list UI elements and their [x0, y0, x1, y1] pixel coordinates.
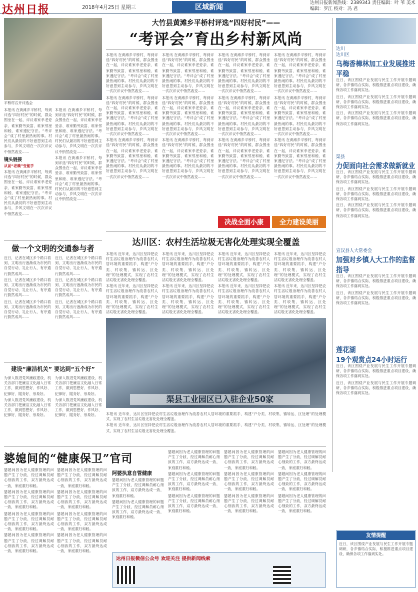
left-story-body	[4, 376, 51, 444]
bottom-body-text: 婆媳间因为老人健康管理的问题产生了分歧，经过调解员耐心细致的工作，双方最终达成一致，家庭重归和睦。	[224, 450, 274, 470]
second-col-1	[106, 252, 158, 314]
lead-headline: “考评会”育出乡村新风尚	[129, 30, 303, 48]
lead-col-5	[218, 53, 270, 213]
masthead	[0, 0, 418, 14]
right-item-title: 宣汉县人大常委会	[336, 249, 372, 254]
bottom-col-3	[112, 478, 164, 548]
bottom-body-text: 婆媳间因为老人健康管理的问题产生了分歧，经过调解员耐心细致的工作，双方最终达成一致，家庭重归和睦。	[278, 471, 326, 492]
right-item-headline: 加强对乡镇人大工作的监督指导	[336, 256, 416, 274]
right-body-text: 近日，该区围绕产业发展与民生工作开展专题调研，各乡镇结合实际，积极推进重点项目建设，确保各项工作落到实处。	[336, 203, 416, 218]
second-body-text: 本报讯 近年来，达川区坚持把农村生活垃圾治理作为改善农村人居环境的重要抓手，构建“户分类、村收集、镇转运、区处理”的处理模式，实现了农村生活垃圾无害化处理全覆盖。	[274, 284, 326, 314]
left-story-title: 做一个文明的交通参与者	[11, 244, 95, 253]
bottom-body-text: 婆媳间因为老人健康管理的问题产生了分歧，经过调解员耐心细致的工作，双方最终达成一致，家庭重归和睦。	[57, 533, 107, 554]
divider	[106, 49, 326, 50]
lead-body-text: 本报讯 在黄滩乡平桥村，每到评选“四好村民”的时候，群众围坐在一起，评议谁家孝老爱亲、谁家勤劳致富、谁家邻里和睦、谁家遵纪守法。“考评会”成了村里最热闹的事。村民们从最初的不好意思到主动参与，乡风文明在一次次评议中悄然改变……	[274, 95, 326, 137]
bottom-col-6	[278, 450, 326, 548]
bottom-body-text: 婆媳间因为老人健康管理的问题产生了分歧，经过调解员耐心细致的工作，双方最终达成一致，家庭重归和睦。	[278, 450, 326, 470]
second-body-text: 本报讯 近年来，达川区坚持把农村生活垃圾治理作为改善农村人居环境的重要抓手，构建“户分类、村收集、镇转运、区处理”的处理模式，实现了农村生活垃圾无害化处理全覆盖。	[162, 252, 214, 283]
right-item-title: 莲花湖	[336, 346, 356, 354]
bottom-body-text: 婆媳间因为老人健康管理的问题产生了分歧，经过调解员耐心细致的工作，双方最终达成一致，家庭重归和睦。	[4, 489, 54, 510]
bottom-body-text: 婆媳间因为老人健康管理的问题产生了分歧，经过调解员耐心细致的工作，双方最终达成一致，家庭重归和睦。	[4, 468, 54, 488]
divider	[4, 362, 102, 363]
right-body-text: 近日，该区围绕产业发展与民生工作开展专题调研，各乡镇结合实际，积极推进重点项目建设，确保各项工作落到实处。	[336, 290, 416, 306]
bottom-body-text: 婆媳间因为老人健康管理的问题产生了分歧，经过调解员耐心细致的工作，双方最终达成一致，家庭重归和睦。	[57, 489, 107, 510]
right-body-text: 近日，该区围绕产业发展与民生工作开展专题调研，各乡镇结合实际，积极推进重点项目建设，确保各项工作落到实处。	[336, 274, 416, 289]
left-story-text: 近日，记者在城区多个路口看到，文明出行逐渐成为市民的自觉行动，礼让行人、有序通行蔚然成风……	[4, 299, 51, 320]
lead-body-text: 本报讯 在黄滩乡平桥村，每到评选“四好村民”的时候，群众围坐在一起，评议谁家孝老爱亲、谁家勤劳致富、谁家邻里和睦、谁家遵纪守法。“考评会”成了村里最热闹的事。村民们从最初的不好意思到主动参与，乡风文明在一次次评议中悄然改变……	[162, 138, 214, 179]
right-body-text: 近日，该区围绕产业发展与民生工作开展专题调研，各乡镇结合实际，积极推进重点项目建设，确保各项工作落到实处。	[336, 170, 416, 185]
lead-col-subhead: 从前“老赖”变能手	[4, 163, 34, 168]
newspaper-logo: 达州日报	[2, 3, 50, 16]
second-body-text: 本报讯 近年来，达川区坚持把农村生活垃圾治理作为改善农村人居环境的重要抓手，构建“户分类、村收集、镇转运、区处理”的处理模式，实现了农村生活垃圾无害化处理全覆盖。	[106, 412, 326, 422]
lead-body-text: 本报讯 在黄滩乡平桥村，每到评选“四好村民”的时候，群众围坐在一起，评议谁家孝老爱亲、谁家勤劳致富、谁家邻里和睦、谁家遵纪守法。“考评会”成了村里最热闹的事。村民们从最初的不好意思到主动参与，乡风文明在一次次评议中悄然改变……	[218, 138, 270, 179]
second-headline: 达川区：农村生活垃圾无害化处理实现全覆盖	[132, 237, 300, 247]
left-story-body	[4, 256, 51, 358]
lead-col-4	[162, 53, 214, 213]
bottom-subhead: 阿婆执意自管健康	[112, 471, 153, 477]
left-story-text: 近日，记者在城区多个路口看到，文明出行逐渐成为市民的自觉行动，礼让行人、有序通行蔚然成风……	[55, 256, 102, 276]
lead-photo	[4, 18, 102, 100]
left-story-text: 为深入推进党风廉政建设，机关各部门把廉洁文化融入日常工作，做到思想好、作风好、纪律好、服务好、形象好。	[55, 397, 102, 418]
ad-text: 达州日报微信公众号 欢迎关注 提供新闻线索	[116, 557, 211, 562]
bottom-body-text: 婆媳间因为老人健康管理的问题产生了分歧，经过调解员耐心细致的工作，双方最终达成一致，家庭重归和睦。	[168, 493, 220, 514]
lead-col-1	[4, 108, 52, 238]
lead-body-text: 本报讯 在黄滩乡平桥村，每到评选“四好村民”的时候，群众围坐在一起，评议谁家孝老爱亲、谁家勤劳致富、谁家邻里和睦、谁家遵纪守法。“考评会”成了村里最热闹的事。村民们从最初的不好意思到主动参与，乡风文明在一次次评议中悄然改变……	[106, 95, 158, 137]
left-story-body	[55, 256, 102, 358]
second-col-2	[162, 252, 214, 314]
second-body-text: 本报讯 近年来，达川区坚持把农村生活垃圾治理作为改善农村人居环境的重要抓手，构建“户分类、村收集、镇转运、区处理”的处理模式，实现了农村生活垃圾无害化处理全覆盖。	[162, 284, 214, 314]
right-ad-title: 友情提醒	[337, 531, 415, 540]
divider	[4, 240, 102, 241]
second-body-text: 本报讯 近年来，达川区坚持把农村生活垃圾治理作为改善农村人居环境的重要抓手，构建“户分类、村收集、镇转运、区处理”的处理模式，实现了农村生活垃圾无害化处理全覆盖。	[218, 252, 270, 283]
lead-body-text: 本报讯 在黄滩乡平桥村，每到评选“四好村民”的时候，群众围坐在一起，评议谁家孝老爱亲、谁家勤劳致富、谁家邻里和睦、谁家遵纪守法。“考评会”成了村里最热闹的事。村民们从最初的不好意思到主动参与，乡风文明在一次次评议中悄然改变……	[274, 53, 326, 94]
second-body-text: 本报讯 近年来，达川区坚持把农村生活垃圾治理作为改善农村人居环境的重要抓手，构建“户分类、村收集、镇转运、区处理”的处理模式，实现了农村生活垃圾无害化处理全覆盖。	[218, 284, 270, 314]
lead-body-text: 本报讯 在黄滩乡平桥村，每到评选“四好村民”的时候，群众围坐在一起，评议谁家孝老爱亲、谁家勤劳致富、谁家邻里和睦、谁家遵纪守法。“考评会”成了村里最热闹的事。村民们从最初的不好意思到主动参与，乡风文明在一次次评议中悄然改变……	[4, 170, 52, 216]
bottom-body-text: 婆媳间因为老人健康管理的问题产生了分歧，经过调解员耐心细致的工作，双方最终达成一致，家庭重归和睦。	[112, 478, 164, 498]
lead-col-6	[274, 53, 326, 213]
bottom-body-text: 婆媳间因为老人健康管理的问题产生了分歧，经过调解员耐心细致的工作，双方最终达成一致，家庭重归和睦。	[224, 493, 274, 514]
left-story-body	[55, 376, 102, 444]
lead-body-text: 本报讯 在黄滩乡平桥村，每到评选“四好村民”的时候，群众围坐在一起，评议谁家孝老爱亲、谁家勤劳致富、谁家邻里和睦、谁家遵纪守法。“考评会”成了村里最热闹的事。村民们从最初的不好意思到主动参与，乡风文明在一次次评议中悄然改变……	[106, 53, 158, 94]
lead-body-text: 本报讯 在黄滩乡平桥村，每到评选“四好村民”的时候，群众围坐在一起，评议谁家孝老爱亲、谁家勤劳致富、谁家邻里和睦、谁家遵纪守法。“考评会”成了村里最热闹的事。村民们从最初的不好意思到主动参与，乡风文明在一次次评议中悄然改变……	[162, 95, 214, 137]
lead-col-3	[106, 53, 158, 213]
bottom-body-text: 婆媳间因为老人健康管理的问题产生了分歧，经过调解员耐心细致的工作，双方最终达成一致，家庭重归和睦。	[278, 493, 326, 514]
second-body-text: 本报讯 近年来，达川区坚持把农村生活垃圾治理作为改善农村人居环境的重要抓手，构建“户分类、村收集、镇转运、区处理”的处理模式，实现了农村生活垃圾无害化处理全覆盖。	[274, 252, 326, 283]
campaign-banner-right: 全力建设美丽	[272, 216, 326, 228]
second-body-text: 本报讯 近年来，达川区坚持把农村生活垃圾治理作为改善农村人居环境的重要抓手，构建“户分类、村收集、镇转运、区处理”的处理模式，实现了农村生活垃圾无害化处理全覆盖。	[106, 423, 326, 433]
right-body-text: 近日，该区围绕产业发展与民生工作开展专题调研，各乡镇结合实际，积极推进重点项目建设，确保各项工作落到实处。	[336, 380, 416, 396]
bottom-body-text: 婆媳间因为老人健康管理的问题产生了分歧，经过调解员耐心细致的工作，双方最终达成一致，家庭重归和睦。	[4, 511, 54, 532]
right-item-title: 达川区	[336, 53, 350, 58]
bottom-body-text: 婆媳间因为老人健康管理的问题产生了分歧，经过调解员耐心细致的工作，双方最终达成一致，家庭重归和睦。	[4, 533, 54, 554]
lead-body-text: 本报讯 在黄滩乡平桥村，每到评选“四好村民”的时候，群众围坐在一起，评议谁家孝老爱亲、谁家勤劳致富、谁家邻里和睦、谁家遵纪守法。“考评会”成了村里最热闹的事。村民们从最初的不好意思到主动参与，乡风文明在一次次评议中悄然改变……	[162, 53, 214, 94]
second-body-text: 本报讯 近年来，达川区坚持把农村生活垃圾治理作为改善农村人居环境的重要抓手，构建“户分类、村收集、镇转运、区处理”的处理模式，实现了农村生活垃圾无害化处理全覆盖。	[106, 284, 158, 314]
left-story-text: 近日，记者在城区多个路口看到，文明出行逐渐成为市民的自觉行动，礼让行人、有序通行蔚然成风……	[55, 277, 102, 298]
qr-code-icon	[117, 566, 135, 584]
right-body-text: 近日，该区围绕产业发展与民生工作开展专题调研，各乡镇结合实际，积极推进重点项目建设，确保各项工作落到实处。	[336, 364, 416, 379]
right-item-headline: 乌梅香樟林加工业发展推进平稳	[336, 60, 416, 78]
lead-kicker: 大竹县黄滩乡平桥村评选“四好村民”——	[151, 19, 281, 27]
left-story-title: 建设“廉洁机关” 要达到“五个好”	[11, 367, 95, 373]
left-story-text: 近日，记者在城区多个路口看到，文明出行逐渐成为市民的自觉行动，礼让行人、有序通行蔚然成风……	[55, 299, 102, 320]
right-ad-box	[336, 530, 416, 588]
divider	[4, 446, 326, 447]
right-body-text: 近日，该区围绕产业发展与民生工作开展专题调研，各乡镇结合实际，积极推进重点项目建设，确保各项工作落到实处。	[336, 111, 416, 126]
lead-body-text: 本报讯 在黄滩乡平桥村，每到评选“四好村民”的时候，群众围坐在一起，评议谁家孝老爱亲、谁家勤劳致富、谁家邻里和睦、谁家遵纪守法。“考评会”成了村里最热闹的事。村民们从最初的不好意思到主动参与，乡风文明在一次次评议中悄然改变……	[274, 138, 326, 179]
lead-body-text: 本报讯 在黄滩乡平桥村，每到评选“四好村民”的时候，群众围坐在一起，评议谁家孝老爱亲、谁家勤劳致富、谁家邻里和睦、谁家遵纪守法。“考评会”成了村里最热闹的事。村民们从最初的不好意思到主动参与，乡风文明在一次次评议中悄然改变……	[218, 95, 270, 137]
right-header-image	[336, 18, 416, 44]
left-story-text: 为深入推进党风廉政建设，机关各部门把廉洁文化融入日常工作，做到思想好、作风好、纪律好、服务好、形象好。	[4, 397, 51, 418]
right-item-body	[336, 364, 416, 424]
right-body-text: 近日，该区围绕产业发展与民生工作开展专题调研，各乡镇结合实际，积极推进重点项目建设，确保各项工作落到实处。	[336, 94, 416, 110]
right-box-label: 达川	[336, 47, 345, 52]
bottom-body-text: 婆媳间因为老人健康管理的问题产生了分歧，经过调解员耐心细致的工作，双方最终达成一致，家庭重归和睦。	[112, 499, 164, 520]
second-col-4	[274, 252, 326, 314]
lead-body-text: 本报讯 在黄滩乡平桥村，每到评选“四好村民”的时候，群众围坐在一起，评议谁家孝老爱亲、谁家勤劳致富、谁家邻里和睦、谁家遵纪守法。“考评会”成了村里最热闹的事。村民们从最初的不好意思到主动参与，乡风文明在一次次评议中悄然改变……	[55, 108, 102, 154]
lead-body-text: 本报讯 在黄滩乡平桥村，每到评选“四好村民”的时候，群众围坐在一起，评议谁家孝老爱亲、谁家勤劳致富、谁家邻里和睦、谁家遵纪守法。“考评会”成了村里最热闹的事。村民们从最初的不好意思到主动参与，乡风文明在一次次评议中悄然改变……	[218, 53, 270, 94]
right-ad-body	[337, 540, 415, 586]
lead-body-text: 本报讯 在黄滩乡平桥村，每到评选“四好村民”的时候，群众围坐在一起，评议谁家孝老爱亲、谁家勤劳致富、谁家邻里和睦、谁家遵纪守法。“考评会”成了村里最热闹的事。村民们从最初的不好意思到主动参与，乡风文明在一次次评议中悄然改变……	[4, 108, 52, 154]
bottom-headline: 婆媳间的“健康保卫”官司	[4, 452, 133, 465]
left-story-text: 为深入推进党风廉政建设，机关各部门把廉洁文化融入日常工作，做到思想好、作风好、纪律好、服务好、形象好。	[55, 376, 102, 396]
right-item-headline: 力促面向社会需求做新就业	[336, 162, 416, 170]
bottom-body-text: 婆媳间因为老人健康管理的问题产生了分歧，经过调解员耐心细致的工作，双方最终达成一致，家庭重归和睦。	[57, 511, 107, 532]
bottom-body-text: 婆媳间因为老人健康管理的问题产生了分歧，经过调解员耐心细致的工作，双方最终达成一致，家庭重归和睦。	[168, 450, 220, 470]
lead-col-head: 镜头链接	[4, 157, 22, 163]
issue-date: 2018年4月25日 星期三	[82, 5, 136, 11]
divider	[106, 231, 326, 232]
section-label: 区域新闻	[172, 1, 246, 13]
right-body-text: 近日，该区围绕产业发展与民生工作开展专题调研，各乡镇结合实际，积极推进重点项目建设，确保各项工作落到实处。	[336, 78, 416, 93]
lead-body-text: 本报讯 在黄滩乡平桥村，每到评选“四好村民”的时候，群众围坐在一起，评议谁家孝老爱亲、谁家勤劳致富、谁家邻里和睦、谁家遵纪守法。“考评会”成了村里最热闹的事。村民们从最初的不好意思到主动参与，乡风文明在一次次评议中悄然改变……	[106, 138, 158, 179]
right-item-title: 渠县	[336, 155, 345, 160]
lead-photo-caption: 平桥村召开评选会	[4, 101, 33, 105]
right-item-body	[336, 78, 416, 150]
lead-body-text: 本报讯 在黄滩乡平桥村，每到评选“四好村民”的时候，群众围坐在一起，评议谁家孝老爱亲、谁家勤劳致富、谁家邻里和睦、谁家遵纪守法。“考评会”成了村里最热闹的事。村民们从最初的不好意思到主动参与，乡风文明在一次次评议中悄然改变……	[55, 155, 102, 202]
left-story-text: 近日，记者在城区多个路口看到，文明出行逐渐成为市民的自觉行动，礼让行人、有序通行蔚然成风……	[4, 256, 51, 276]
bottom-col-5	[224, 450, 274, 548]
right-item-headline: 19个观赏点24小时运行	[336, 356, 408, 364]
lead-col-2	[55, 108, 102, 238]
right-body-text: 近日，该区围绕产业发展与民生工作开展专题调研，各乡镇结合实际，积极推进重点项目建设，确保各项工作落到实处。	[336, 186, 416, 202]
campaign-banner-left: 决战全面小康	[218, 216, 270, 228]
right-column	[332, 18, 416, 472]
bottom-body-text: 婆媳间因为老人健康管理的问题产生了分歧，经过调解员耐心细致的工作，双方最终达成一致，家庭重归和睦。	[57, 468, 107, 488]
ad-bar	[112, 552, 326, 588]
bottom-col-2	[57, 468, 107, 584]
bottom-body-text: 婆媳间因为老人健康管理的问题产生了分歧，经过调解员耐心细致的工作，双方最终达成一致，家庭重归和睦。	[168, 471, 220, 492]
bottom-col-4	[168, 450, 220, 548]
second-photo-text	[106, 412, 326, 440]
right-item-body	[336, 274, 416, 340]
right-item-body	[336, 170, 416, 244]
factory-photo-caption: 渠县工业园区已入驻企业50家	[130, 394, 310, 405]
bottom-body-text: 婆媳间因为老人健康管理的问题产生了分歧，经过调解员耐心细致的工作，双方最终达成一致，家庭重归和睦。	[224, 471, 274, 492]
left-story-text: 为深入推进党风廉政建设，机关各部门把廉洁文化融入日常工作，做到思想好、作风好、纪律好、服务好、形象好。	[4, 376, 51, 396]
second-col-3	[218, 252, 270, 314]
second-body-text: 本报讯 近年来，达川区坚持把农村生活垃圾治理作为改善农村人居环境的重要抓手，构建“户分类、村收集、镇转运、区处理”的处理模式，实现了农村生活垃圾无害化处理全覆盖。	[106, 252, 158, 283]
hotline-info: 达州日报新闻热线：2389343 责任编辑：叶 苇 美术编辑：罗江 校对：冯 君	[310, 1, 416, 12]
right-body-text: 近日，该区围绕产业发展与民生工作开展专题调研，各乡镇结合实际，积极推进重点项目建设，确保各项工作落到实处。	[339, 542, 413, 557]
left-story-text: 近日，记者在城区多个路口看到，文明出行逐渐成为市民的自觉行动，礼让行人、有序通行蔚然成风……	[4, 277, 51, 298]
bottom-col-1	[4, 468, 54, 584]
qr-code-icon	[273, 566, 291, 584]
